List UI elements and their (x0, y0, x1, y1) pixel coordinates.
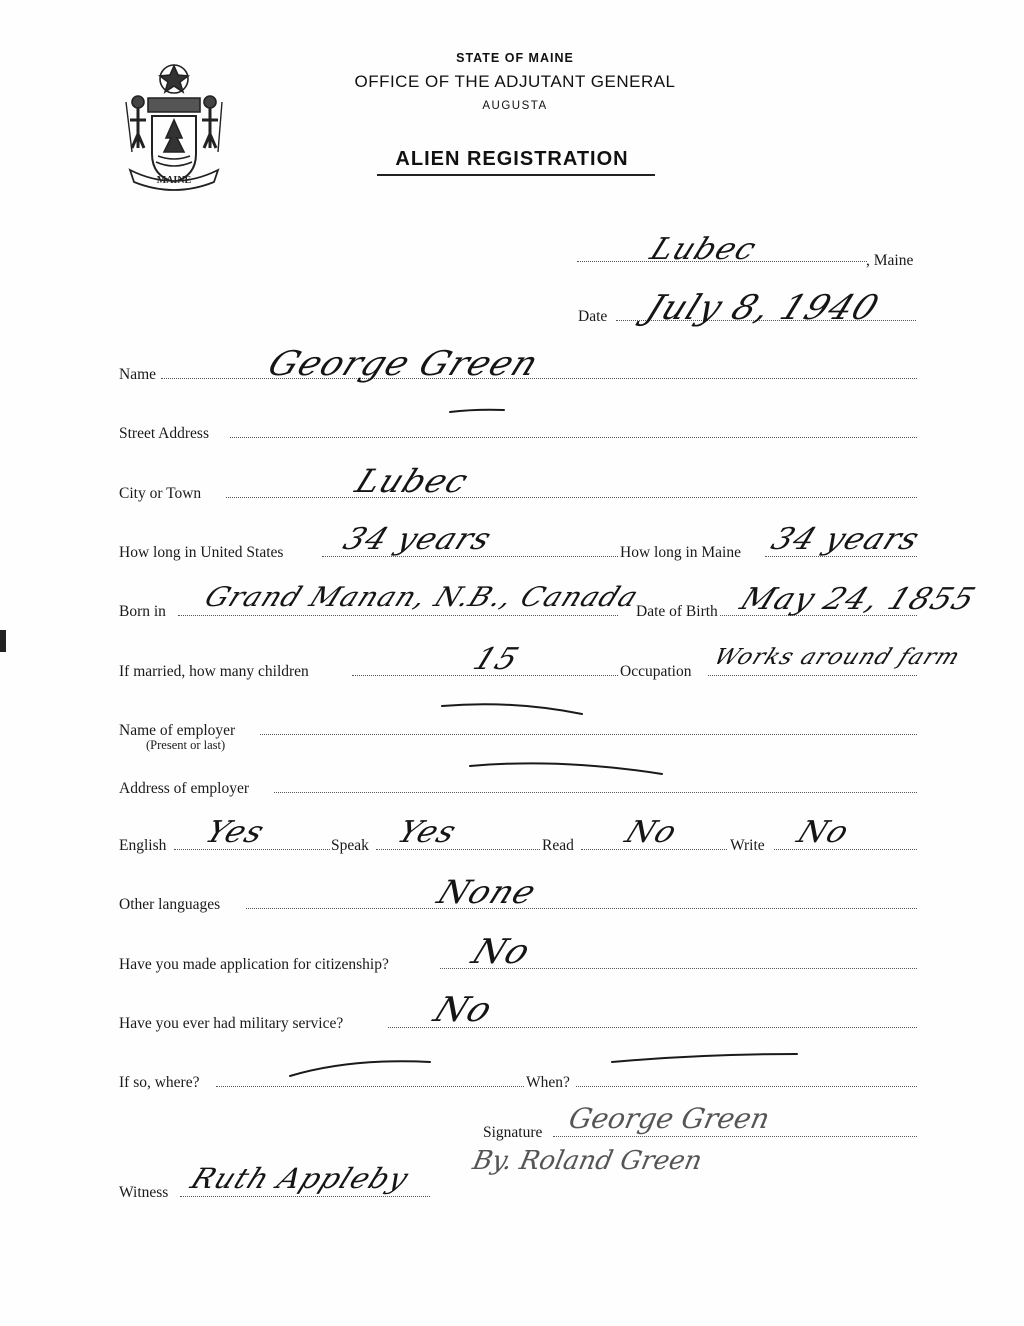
born-in-label: Born in (119, 603, 166, 620)
title-underline (377, 174, 655, 176)
witness-label: Witness (119, 1184, 169, 1201)
signature-value: George Green (566, 1102, 773, 1135)
citizenship-value: No (466, 932, 538, 972)
city-value: Lubec (350, 462, 475, 500)
date-label: Date (578, 308, 608, 325)
write-label: Write (730, 837, 765, 854)
signature-proxy: By. Roland Green (470, 1146, 705, 1176)
header-state: STATE OF MAINE (456, 51, 574, 65)
name-label: Name (119, 366, 157, 383)
witness-line (180, 1196, 430, 1197)
us-duration-label: How long in United States (119, 544, 284, 561)
other-languages-value: None (432, 873, 543, 911)
header-city: AUGUSTA (482, 100, 548, 112)
date-value: July 8, 1940 (640, 288, 886, 328)
where-label: If so, where? (119, 1074, 200, 1091)
read-label: Read (542, 837, 574, 854)
place-value: Lubec (645, 232, 763, 267)
children-dash (442, 704, 582, 714)
employer-name-line (260, 734, 917, 735)
where-dash (290, 1061, 430, 1076)
maine-duration-label: How long in Maine (620, 544, 741, 561)
employer-name-sublabel: (Present or last) (146, 738, 226, 752)
form-title: ALIEN REGISTRATION (395, 148, 629, 170)
military-value: No (428, 990, 500, 1030)
witness-value: Ruth Appleby (186, 1162, 415, 1195)
name-value: George Green (262, 344, 546, 384)
other-languages-label: Other languages (119, 896, 221, 913)
military-label: Have you ever had military service? (119, 1015, 344, 1032)
occupation-value: Works around farm (710, 645, 965, 670)
where-line (216, 1086, 524, 1087)
employer-address-line (274, 792, 917, 793)
city-label: City or Town (119, 485, 202, 502)
maine-duration-value: 34 years (766, 522, 926, 557)
when-line (576, 1086, 917, 1087)
other-languages-line (246, 908, 917, 909)
children-value: 15 (468, 642, 525, 677)
employer-address-label: Address of employer (119, 780, 249, 797)
english-label: English (119, 837, 167, 854)
occupation-line (708, 675, 917, 676)
employer-dash (470, 763, 662, 774)
employer-name-label: Name of employer (119, 722, 236, 739)
street-line (230, 437, 917, 438)
scan-edge-mark (0, 630, 6, 652)
signature-label: Signature (483, 1124, 543, 1141)
signature-line (553, 1136, 917, 1137)
place-suffix: , Maine (866, 252, 914, 269)
read-value: No (620, 815, 683, 850)
children-label: If married, how many children (119, 663, 309, 680)
citizenship-label: Have you made application for citizenship? (119, 956, 389, 973)
street-label: Street Address (119, 425, 209, 442)
street-dash (450, 410, 504, 412)
seal-ribbon-text: MAINE (156, 175, 192, 186)
birth-date-label: Date of Birth (636, 603, 718, 620)
header-office: OFFICE OF THE ADJUTANT GENERAL (354, 72, 676, 91)
city-line (226, 497, 917, 498)
speak-value: Yes (392, 815, 463, 850)
speak-label: Speak (331, 837, 369, 854)
english-value: Yes (200, 815, 271, 850)
born-in-value: Grand Manan, N.B., Canada (200, 582, 644, 613)
when-label: When? (526, 1074, 570, 1091)
write-value: No (792, 815, 855, 850)
when-dash (612, 1054, 797, 1062)
occupation-label: Occupation (620, 663, 692, 680)
born-in-line (178, 615, 618, 616)
birth-date-value: May 24, 1855 (735, 582, 981, 617)
us-duration-value: 34 years (338, 522, 498, 557)
